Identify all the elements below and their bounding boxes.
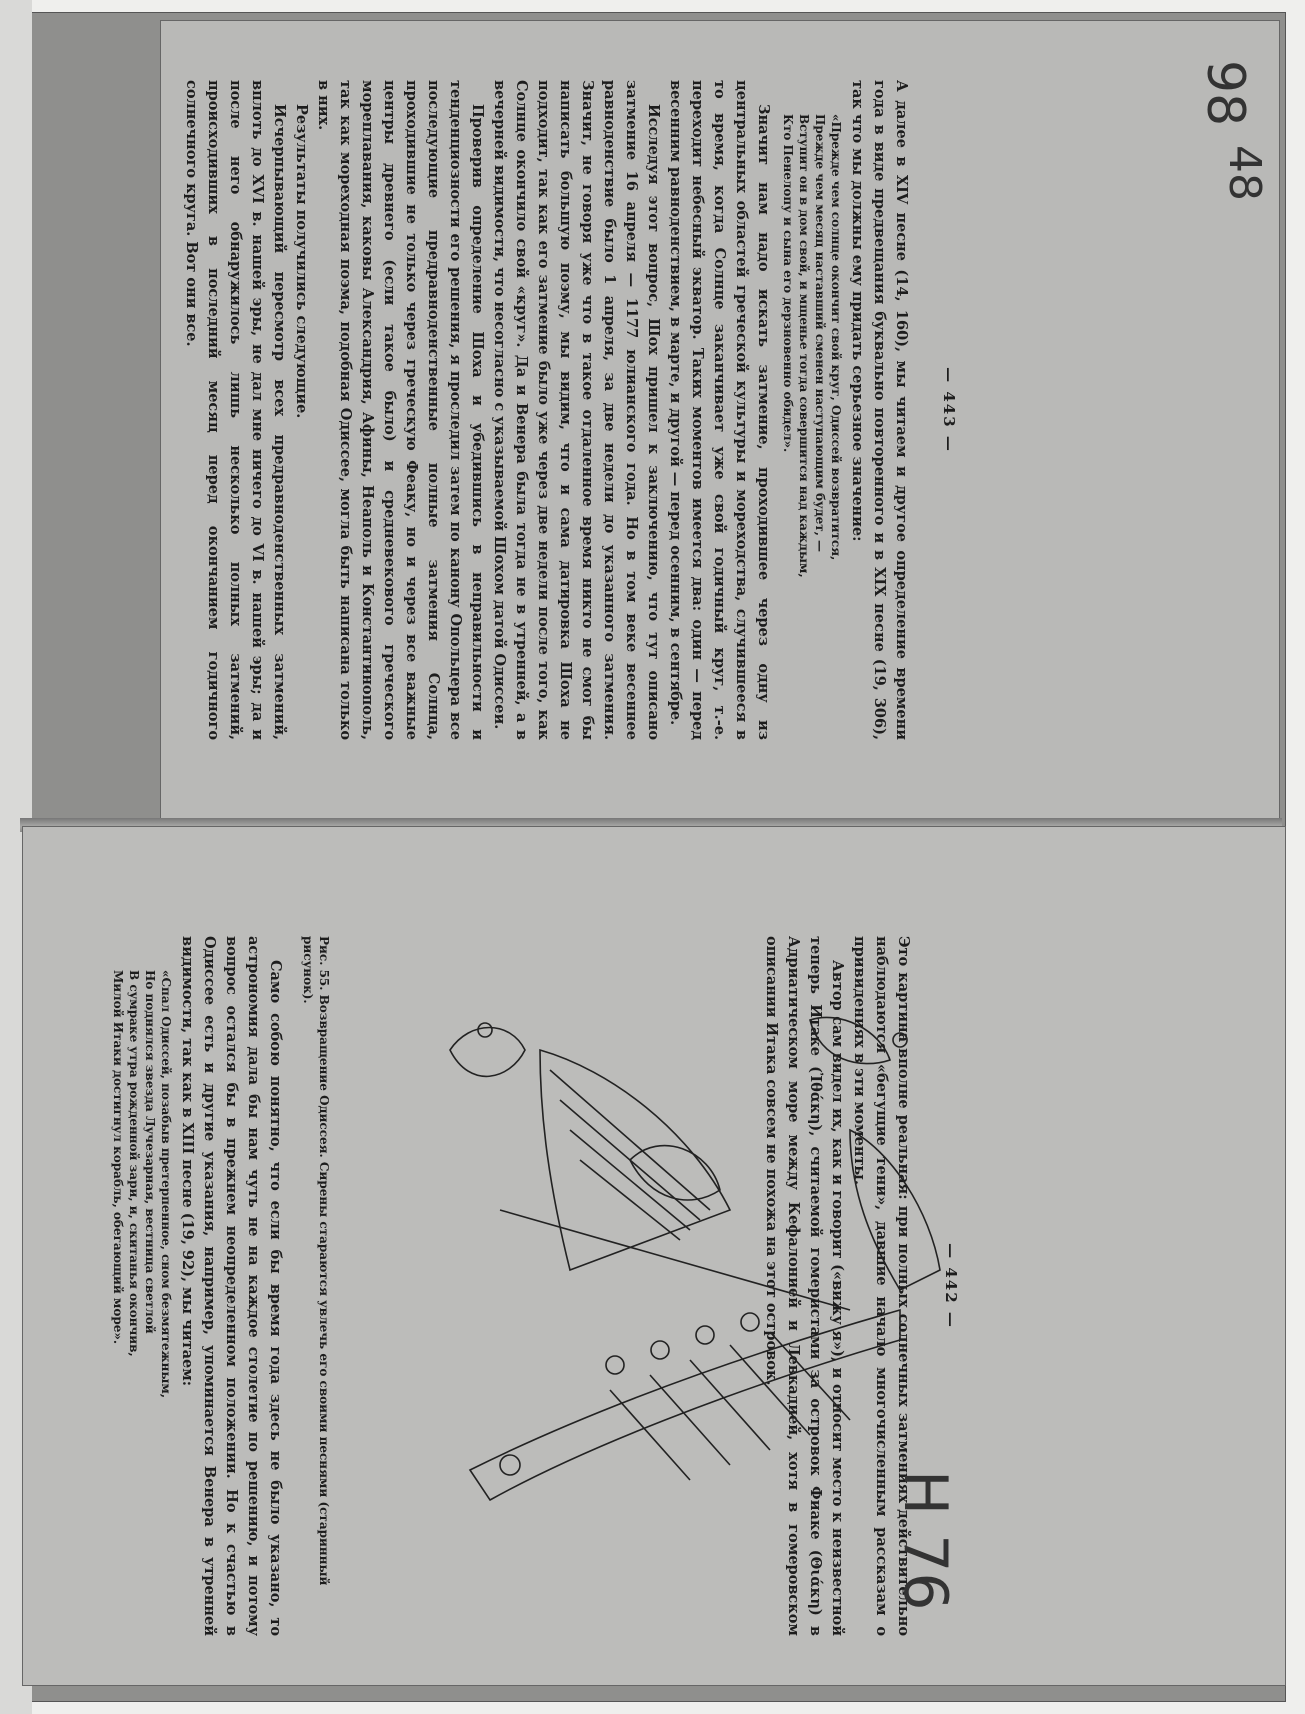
rower-head [606, 1356, 624, 1374]
verse-line: В сумраке утра рожденной зари, и, скитанья окончив, [127, 970, 141, 1357]
siren-bird [810, 1017, 890, 1063]
handwritten-number: H 76 [890, 1470, 960, 1611]
handwritten-number: 98 [1195, 60, 1255, 127]
rock [850, 1130, 940, 1290]
paragraph: Результаты получились следующие. [293, 104, 310, 419]
paragraph: Проверив определение Шоха и убедившись в неправильности и тенденциозности его решения, я проследил затем по канону Опольцера все последующие предравноденственные полные затмения Солнца, проходившие не только через греческую Феаку, но и через все важные центры древнего (если такое было) и средневекового греческого мореплавания, каковы Александрия, Афины, Неаполь и Константинополь, так как мореходная поэма, подобная Одиссее, могла быть написана только в них. [315, 80, 486, 740]
verse-line: Но поднялся звезда Лучезарная, вестница светлой [143, 970, 157, 1334]
paragraph: Исследуя этот вопрос, Шох пришел к заключению, что тут описано затмение 16 апреля — 1177 юлианского года. Но в том веке весеннее равноденствие было 1 апреля, за две недели до указанного затмения. Значит, не говоря уже что в такое отдаленное время никто не смог бы написать большую поэму, мы видим, что и сама датировка Шоха не подходит, так как его затмение было уже через две недели после того, как Солнце окончило свой «круг». Да и Венера была тогда не в утренней, а в вечерней видимости, что несогласно с указываемой Шохом датой Одиссеи. [491, 80, 662, 740]
page-443-text [180, 80, 960, 740]
verse-line: Милой Итаки достигнул корабль, обегающий море». [111, 970, 125, 1345]
figure-caption: Рис. 55. Возвращение Одиссея. Сирены стараются увлечь его своими песнями (старинный рисунок). [301, 936, 331, 1586]
verse-line: Прежде чем месяц наставший сменен наступающим будет, — [813, 114, 827, 553]
handwritten-number: 48 [1219, 145, 1270, 201]
paragraph: Исчерпывающий пересмотр всех предравноденственных затмений, вплоть до XVI в. нашей эры, не дал мне ничего до VI в. нашей эры; да и после него обнаружилось лишь несколько полных затмений, происходивших в последний месяц перед окончанием годичного солнечного круга. Вот они все. [183, 80, 288, 740]
paragraph: Это картина вполне реальная: при полных солнечных затмениях действительно наблюдаются «бегущие тени», давшие начало многочисленным рассказам о привидениях в эти моменты. [851, 936, 912, 1636]
paragraph: А далее в XIV песне (14, 160), мы читаем и другое определение времени года в виде предвещания буквально повторенного и в XIX песне (19, 306), так что мы должны ему придать серьезное значение: [849, 80, 910, 740]
ship-sirens-illustration [430, 1010, 950, 1510]
paragraph: Автор сам видел их, как и говорит («вижу я»), и относит место к неизвестной теперь Итаке (Ἰθάκη), считаемой гомеристами за островок Фиаке (Θιάκη) в Адриатическом море между Кефалонией и Левкадией, хотя в гомеровском описании Итака совсем не похожа на этот островок. [763, 936, 846, 1636]
ship-mast [500, 1210, 850, 1310]
verse-block [780, 114, 844, 740]
siren-head [478, 1023, 492, 1037]
page-number-442: — 442 — [942, 1243, 960, 1329]
prow-eye [500, 1455, 520, 1475]
siren-bird [450, 1028, 525, 1077]
rower-head [696, 1326, 714, 1344]
page-number-443: — 443 — [940, 367, 958, 453]
rower-head [651, 1341, 669, 1359]
verse-line: Кто Пенелопу и сына его дерзновенно обидел». [781, 114, 795, 453]
paragraph: Значит нам надо искать затмение, проходившее через одну из центральных областей греческой культуры и мореходства, случившееся в то время, когда Солнце заканчивает уже свой годичный круг, т.-е. переходит небесный экватор. Таких моментов имеется два: один — перед весенним равноденствием, в марте, и другой — перед осенним, в сентябре. [667, 80, 772, 740]
paragraph: Само собою понятно, что если бы время года здесь не было указано, то астрономия дала бы нам чуть не на каждое столетие по решению, и потому вопрос остался бы в прежнем неопределенном положении. Но к счастью в Одиссее есть и другие указания, например, упоминается Венера в утренней видимости, так как в XIII песне (19, 92), мы читаем: [179, 936, 284, 1636]
oars [610, 1332, 850, 1480]
verse-line: Вступит он в дом свой, и мщенье тогда совершится над каждым, [797, 114, 811, 578]
verse-line: «Прежде чем солнце окончит свой круг, Одиссей возвратится, [829, 114, 843, 561]
verse-line: «Спал Одиссей, позабыв претерпенное, сном безмятежным, [159, 970, 173, 1399]
verse-block [110, 970, 174, 1636]
siren-head [893, 1033, 907, 1047]
rower-head [741, 1313, 759, 1331]
